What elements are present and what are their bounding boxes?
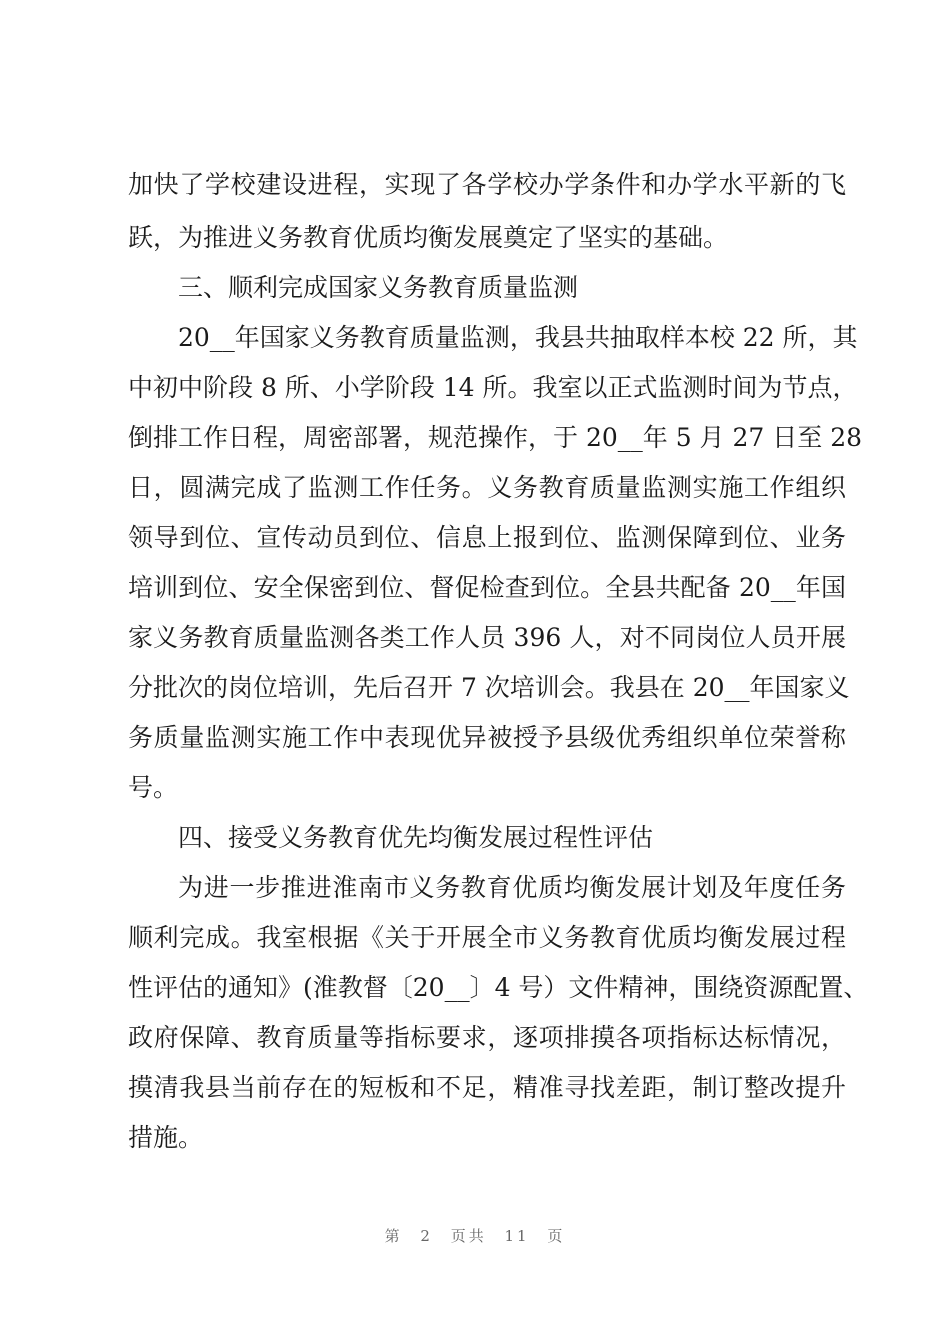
section-heading: 三、顺利完成国家义务教育质量监测 <box>178 273 579 302</box>
paragraph-line: 倒排工作日程，周密部署，规范操作，于 20__年 5 月 27 日至 28 <box>128 423 863 452</box>
paragraph-line: 中初中阶段 8 所、小学阶段 14 所。我室以正式监测时间为节点， <box>128 373 858 402</box>
paragraph-line: 性评估的通知》(淮教督〔20__〕4 号）文件精神，围绕资源配置、 <box>128 973 869 1002</box>
paragraph-line: 家义务教育质量监测各类工作人员 396 人，对不同岗位人员开展 <box>128 623 846 652</box>
paragraph-line: 务质量监测实施工作中表现优异被授予县级优秀组织单位荣誉称 <box>128 723 846 752</box>
paragraph-line: 政府保障、教育质量等指标要求，逐项排摸各项指标达标情况， <box>128 1023 846 1052</box>
paragraph-line: 措施。 <box>128 1123 204 1152</box>
paragraph-line: 跃，为推进义务教育优质均衡发展奠定了坚实的基础。 <box>128 223 729 252</box>
paragraph-line: 日，圆满完成了监测工作任务。义务教育质量监测实施工作组织 <box>128 473 846 502</box>
section-heading: 四、接受义务教育优先均衡发展过程性评估 <box>178 823 654 852</box>
paragraph-line: 培训到位、安全保密到位、督促检查到位。全县共配备 20__年国 <box>128 573 846 602</box>
paragraph-line: 摸清我县当前存在的短板和不足，精准寻找差距，制订整改提升 <box>128 1073 846 1102</box>
paragraph-line: 分批次的岗位培训，先后召开 7 次培训会。我县在 20__年国家义 <box>128 673 850 702</box>
page-number-footer: 第 2 页共 11 页 <box>384 1227 566 1245</box>
paragraph-line: 20__年国家义务教育质量监测，我县共抽取样本校 22 所，其 <box>178 323 858 352</box>
paragraph-line: 号。 <box>128 773 179 802</box>
paragraph-line: 加快了学校建设进程，实现了各学校办学条件和办学水平新的飞 <box>128 170 846 199</box>
paragraph-line: 领导到位、宣传动员到位、信息上报到位、监测保障到位、业务 <box>128 523 846 552</box>
paragraph-line: 顺利完成。我室根据《关于开展全市义务教育优质均衡发展过程 <box>128 923 846 952</box>
paragraph-line: 为进一步推进淮南市义务教育优质均衡发展计划及年度任务 <box>178 873 846 902</box>
